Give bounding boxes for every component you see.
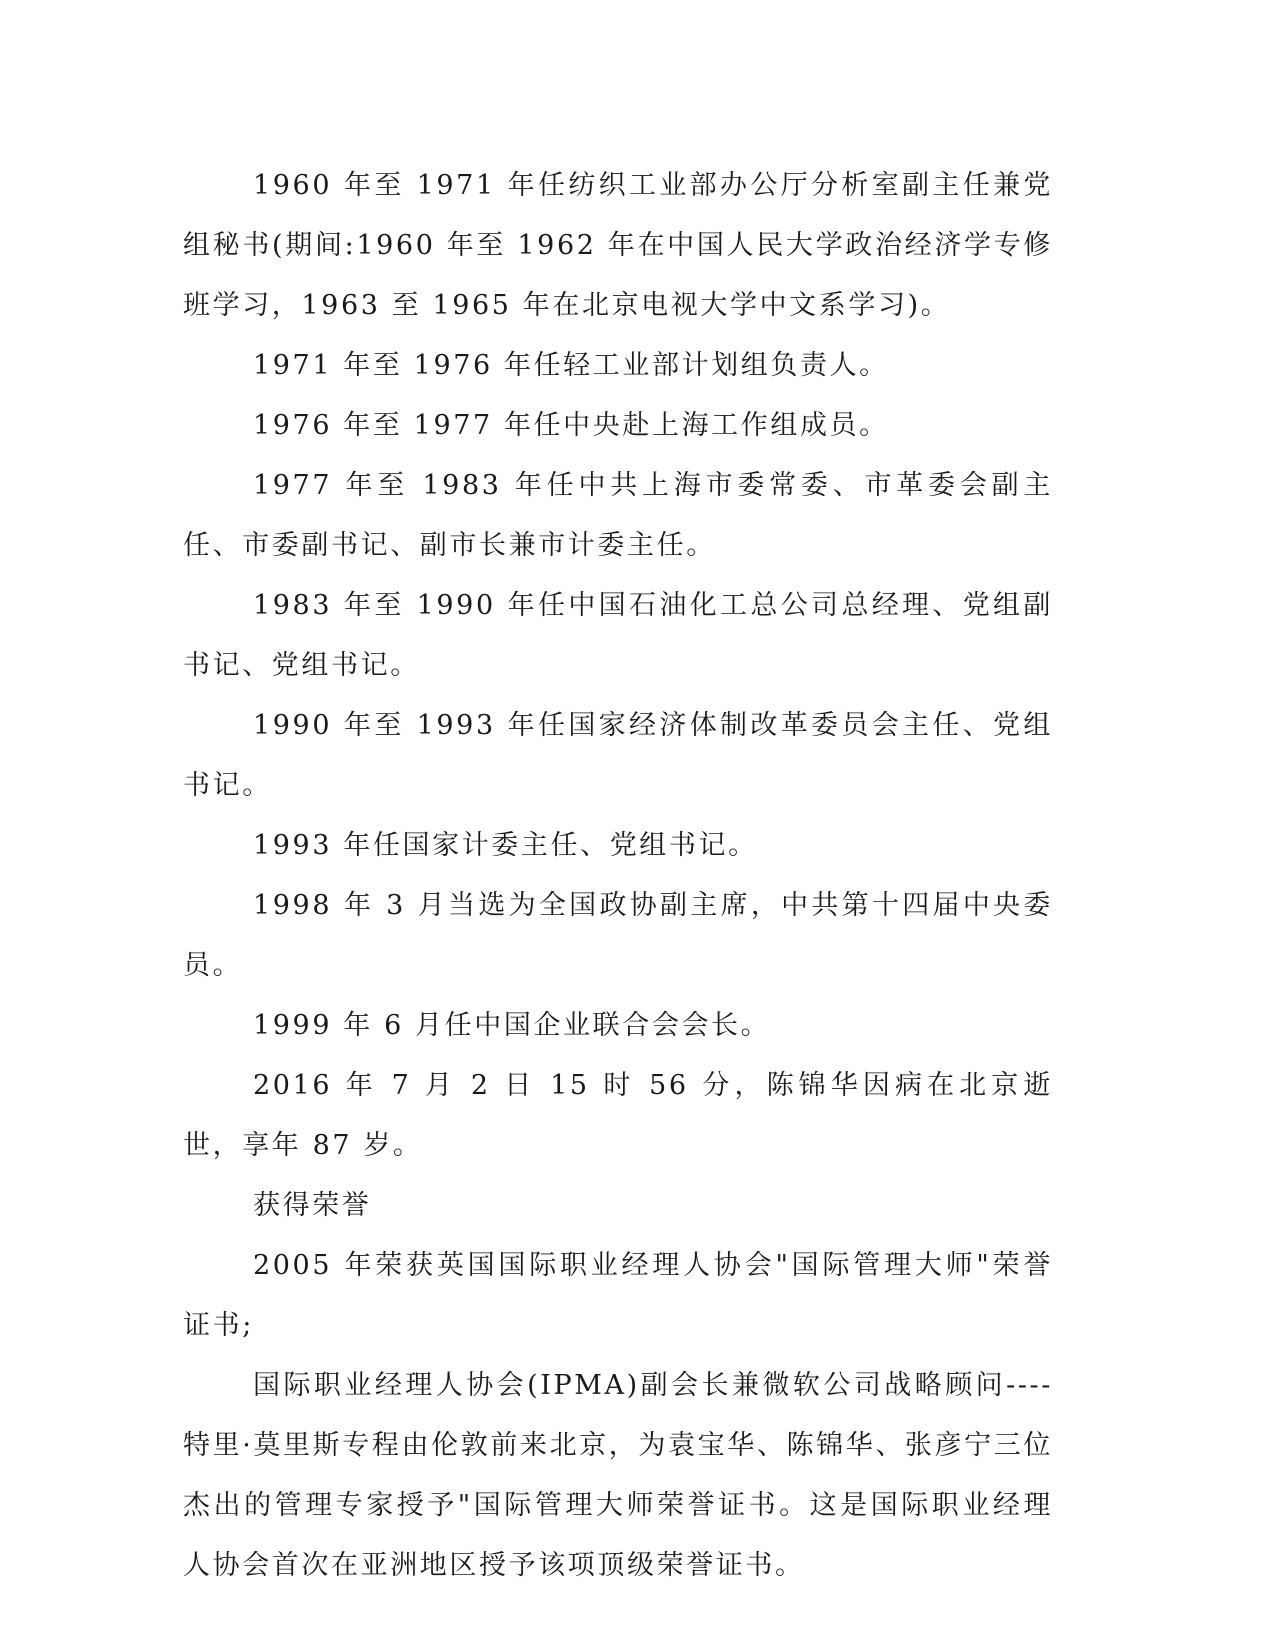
document-body [183,156,1053,1596]
paragraph-career-1977: 1977 年至 1983 年任中共上海市委常委、市革委会副主任、市委副书记、副市长兼市计委主任。 [183,470,1053,561]
paragraph-career-1983: 1983 年至 1990 年任中国石油化工总公司总经理、党组副书记、党组书记。 [183,590,1053,681]
paragraph-career-1971: 1971 年至 1976 年任轻工业部计划组负责人。 [253,350,889,381]
paragraph-career-1998: 1998 年 3 月当选为全国政协副主席，中共第十四届中央委员。 [183,890,1053,981]
paragraph-honor-ipma: 国际职业经理人协会(IPMA)副会长兼微软公司战略顾问----特里·莫里斯专程由伦敦前来北京，为袁宝华、陈锦华、张彦宁三位杰出的管理专家授予"国际管理大师荣誉证书。这是国际职业经理人协会首次在亚洲地区授予该项顶级荣誉证书。 [183,1370,1053,1581]
paragraph-death-2016: 2016 年 7 月 2 日 15 时 56 分，陈锦华因病在北京逝世，享年 87 岁。 [183,1070,1053,1161]
section-heading-honors: 获得荣誉 [253,1190,372,1221]
paragraph-career-1976: 1976 年至 1977 年任中央赴上海工作组成员。 [253,410,889,441]
paragraph-career-1999: 1999 年 6 月任中国企业联合会会长。 [253,1010,771,1041]
paragraph-career-1993: 1993 年任国家计委主任、党组书记。 [253,830,758,861]
paragraph-career-1960: 1960 年至 1971 年任纺织工业部办公厅分析室副主任兼党组秘书(期间:1960 年至 1962 年在中国人民大学政治经济学专修班学习，1963 至 1965 年在北京电视大学中文系学习)。 [183,170,1053,321]
paragraph-honor-2005: 2005 年荣获英国国际职业经理人协会"国际管理大师"荣誉证书; [183,1250,1053,1341]
paragraph-career-1990: 1990 年至 1993 年任国家经济体制改革委员会主任、党组书记。 [183,710,1053,801]
